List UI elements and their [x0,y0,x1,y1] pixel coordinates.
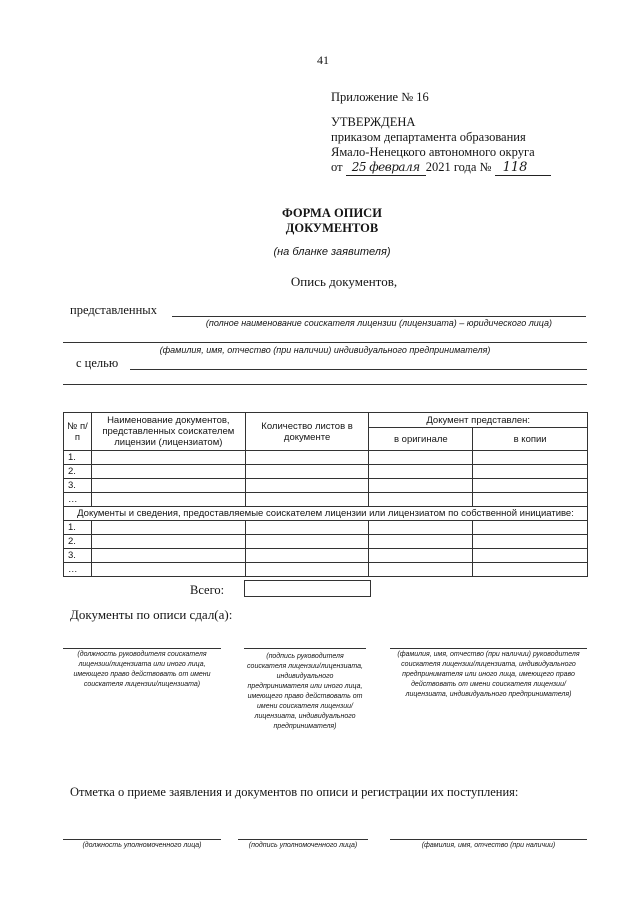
row-number: 1. [64,521,92,535]
approval-line-1: приказом департамента образования [331,130,526,144]
purpose-label: с целью [76,356,119,370]
row-number: 3. [64,549,92,563]
header-presented: Документ представлен: [369,413,588,428]
cell-sheets[interactable] [245,451,369,465]
header-num: № п/п [64,413,92,451]
cell-sheets[interactable] [245,493,369,507]
table-row [64,563,588,577]
date-prefix: от [331,160,343,174]
cell-copy[interactable] [473,563,588,577]
header-original: в оригинале [369,428,473,451]
table-row [64,549,588,563]
cell-copy[interactable] [473,493,588,507]
presented-label: представленных [70,303,157,317]
cell-copy[interactable] [473,535,588,549]
cell-doc-name[interactable] [91,493,245,507]
cell-sheets[interactable] [245,535,369,549]
table-row [64,521,588,535]
header-sheet-count: Количество листов в документе [245,413,369,451]
total-sheets-field[interactable] [244,580,371,597]
cell-sheets[interactable] [245,479,369,493]
cell-copy[interactable] [473,521,588,535]
form-subtitle-text: (на бланке заявителя) [273,246,391,258]
documents-table [63,412,588,577]
cell-doc-name[interactable] [91,479,245,493]
handed-position-line[interactable] [63,648,221,649]
handed-name-caption: (фамилия, имя, отчество (при наличии) руководителя соискателя лицензии/лицензиата, индивидуального предпринимателя или иного лица, имеющего право действовать от имени соискателя лицензии/лицензиата, индивидуального предпринимателя) [397,651,580,698]
form-title-line-2: ДОКУМЕНТОВ [285,221,379,235]
header-doc-name: Наименование документов, представленных соискателем лицензии (лицензиатом) [91,413,245,451]
table-row [64,493,588,507]
handed-signature-line[interactable] [244,648,366,649]
cell-original[interactable] [369,465,473,479]
cell-original[interactable] [369,451,473,465]
approval-block [331,90,551,176]
row-number: … [64,493,92,507]
cell-copy[interactable] [473,549,588,563]
form-title [0,206,640,236]
fio-caption: (фамилия, имя, отчество (при наличии) индивидуального предпринимателя) [159,345,491,355]
handed-over-label: Документы по описи сдал(а): [70,607,233,622]
approval-date-line [331,160,551,176]
accept-name-caption: (фамилия, имя, отчество (при наличии) [421,842,556,849]
cell-doc-name[interactable] [91,521,245,535]
row-number: 2. [64,465,92,479]
handed-signature-caption: (подпись руководителя соискателя лицензии/лицензиата, индивидуального предпринимателя или иного лица, имеющего право действовать от имени соискателя лицензии/лицензиата, индивидуального предпринимателя) [247,653,363,730]
total-label: Всего: [190,583,225,597]
cell-sheets[interactable] [245,465,369,479]
row-number: 1. [64,451,92,465]
handed-name-line[interactable] [390,648,587,649]
initiative-section-header: Документы и сведения, предоставляемые соискателем лицензии или лицензиатом по собственной инициативе: [64,507,588,521]
presented-caption: (полное наименование соискателя лицензии (лицензиата) – юридического лица) [205,318,553,328]
fio-line[interactable] [63,342,587,343]
cell-doc-name[interactable] [91,563,245,577]
cell-sheets[interactable] [245,563,369,577]
accept-position-line[interactable] [63,839,221,840]
row-number: … [64,563,92,577]
row-number: 2. [64,535,92,549]
cell-copy[interactable] [473,451,588,465]
form-title-line-1: ФОРМА ОПИСИ [282,206,382,220]
cell-original[interactable] [369,521,473,535]
table-row [64,465,588,479]
accept-signature-caption: (подпись уполномоченного лица) [248,842,358,849]
accept-position-caption: (должность уполномоченного лица) [82,842,202,849]
cell-doc-name[interactable] [91,451,245,465]
handwritten-order-number: 118 [495,160,551,176]
cell-sheets[interactable] [245,521,369,535]
cell-doc-name[interactable] [91,549,245,563]
form-subtitle [0,246,640,258]
page-number: 41 [317,53,329,67]
accept-name-line[interactable] [390,839,587,840]
handwritten-date: 25 февраля [346,160,426,176]
table-row [64,535,588,549]
row-number: 3. [64,479,92,493]
cell-original[interactable] [369,493,473,507]
cell-original[interactable] [369,535,473,549]
opis-heading: Опись документов, [290,274,398,289]
purpose-line-2[interactable] [63,384,587,385]
table-row [64,451,588,465]
cell-sheets[interactable] [245,549,369,563]
cell-original[interactable] [369,563,473,577]
presented-line[interactable] [172,316,586,317]
accept-signature-line[interactable] [238,839,368,840]
handed-position-caption: (должность руководителя соискателя лицензии/лицензиата или иного лица, имеющего право действовать от имени соискателя лицензии/лицензиата) [73,651,211,688]
cell-copy[interactable] [473,465,588,479]
cell-original[interactable] [369,549,473,563]
approved-label: УТВЕРЖДЕНА [331,115,416,129]
appendix-label: Приложение № 16 [331,90,429,104]
cell-original[interactable] [369,479,473,493]
cell-doc-name[interactable] [91,465,245,479]
cell-copy[interactable] [473,479,588,493]
table-row [64,479,588,493]
approval-line-2: Ямало-Ненецкого автономного округа [331,145,535,159]
header-copy: в копии [473,428,588,451]
date-year: 2021 года № [425,160,492,174]
cell-doc-name[interactable] [91,535,245,549]
acceptance-label: Отметка о приеме заявления и документов по описи и регистрации их поступления: [70,785,519,799]
purpose-line-1[interactable] [130,369,587,370]
